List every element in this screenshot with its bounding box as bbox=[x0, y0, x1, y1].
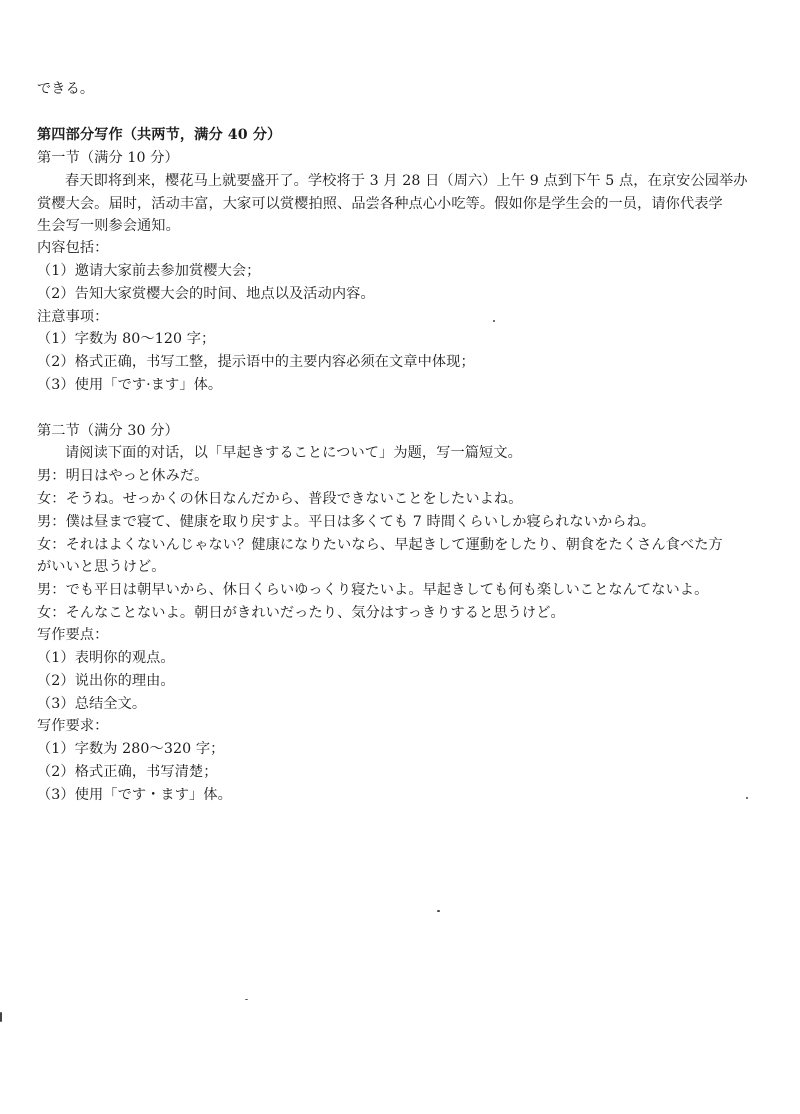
subsection-2-title: 第二节（满分 30 分） bbox=[37, 423, 179, 439]
content-item: （2）告知大家赏樱大会的时间、地点以及活动内容。 bbox=[37, 286, 375, 302]
notes-item: （3）使用「です·ます」体。 bbox=[37, 377, 223, 393]
section-title: 第四部分写作（共两节，满分 40 分） bbox=[37, 127, 282, 143]
scan-speck bbox=[437, 910, 440, 912]
prompt-paragraph-line: 请阅读下面的对话，以「早起きすることについて」为题，写一篇短文。 bbox=[65, 445, 522, 461]
prompt-paragraph-line: 生会写一则参会通知。 bbox=[37, 218, 180, 234]
notes-label: 注意事项： bbox=[37, 309, 109, 325]
dialogue-line: 男：でも平日は朝早いから、休日くらいゆっくり寝たいよ。早起きしても何も楽しいことなんてないよ。 bbox=[37, 582, 709, 598]
requirements-label: 写作要求： bbox=[37, 718, 109, 734]
notes-item: （2）格式正确，书写工整，提示语中的主要内容必须在文章中体现； bbox=[37, 354, 475, 370]
dialogue-line: 女：そんなことないよ。朝日がきれいだったり、気分はすっきりすると思うけど。 bbox=[37, 605, 565, 621]
content-label: 内容包括： bbox=[37, 240, 109, 256]
points-item: （2）说出你的理由。 bbox=[37, 673, 175, 689]
scan-speck bbox=[0, 1012, 2, 1022]
requirements-item: （2）格式正确，书写清楚； bbox=[37, 764, 218, 780]
prompt-paragraph-line: 春天即将到来，樱花马上就要盛开了。学校将于 3 月 28 日（周六）上午 9 点到下午 5 点，在京安公园举办 bbox=[65, 173, 748, 189]
points-item: （1）表明你的观点。 bbox=[37, 650, 175, 666]
points-item: （3）总结全文。 bbox=[37, 696, 147, 712]
continuation-text: できる。 bbox=[37, 81, 95, 97]
prompt-paragraph-line: 赏樱大会。届时，活动丰富，大家可以赏樱拍照、品尝各种点心小吃等。假如你是学生会的一员，请你代表学 bbox=[37, 196, 723, 212]
dialogue-line: がいいと思うけど。 bbox=[37, 559, 166, 575]
dialogue-line: 女：それはよくないんじゃない？健康になりたいなら、早起きして運動をしたり、朝食をたくさん食べた方 bbox=[37, 537, 723, 553]
scan-speck bbox=[245, 999, 248, 1000]
notes-item: （1）字数为 80～120 字； bbox=[37, 331, 216, 347]
requirements-item: （3）使用「です・ます」体。 bbox=[37, 787, 232, 803]
subsection-1-title: 第一节（满分 10 分） bbox=[37, 150, 179, 166]
scan-speck bbox=[493, 320, 495, 322]
dialogue-line: 男：僕は昼まで寝て、健康を取り戻すよ。平日は多くても 7 時間くらいしか寝られないからね。 bbox=[37, 514, 656, 530]
content-item: （1）邀请大家前去参加赏樱大会； bbox=[37, 263, 261, 279]
dialogue-line: 女：そうね。せっかくの休日なんだから、普段できないことをしたいよね。 bbox=[37, 491, 523, 507]
points-label: 写作要点： bbox=[37, 627, 109, 643]
requirements-item: （1）字数为 280～320 字； bbox=[37, 741, 225, 757]
dialogue-line: 男：明日はやっと休みだ。 bbox=[37, 468, 209, 484]
scan-speck bbox=[746, 797, 748, 799]
